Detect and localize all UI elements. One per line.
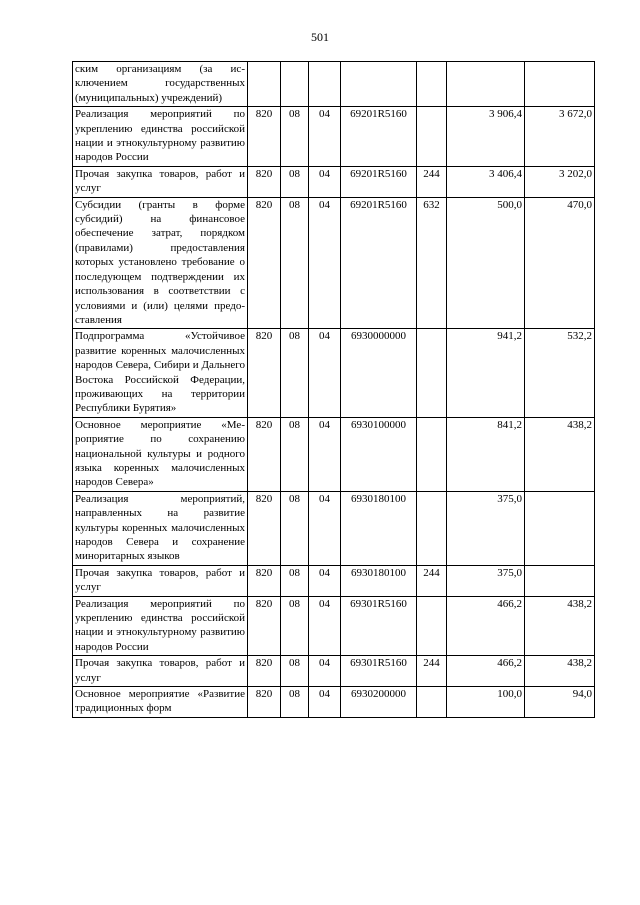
table-row: [73, 565, 595, 596]
section-code: [281, 62, 309, 107]
page-number: 501: [311, 30, 329, 44]
amount-1: 375,0: [447, 565, 525, 596]
row-name: Реализация мероприятий, направленных на развитие культуры коренных малочисленных народов Севера и сохранение миноритарных языков: [73, 491, 248, 565]
row-name: Основное мероприятие «Мероприятие по сохранению национальной культуры и родного языка коренных малочисленных народов Севера»: [73, 417, 248, 491]
subsection-code: 04: [309, 491, 341, 565]
amount-2: [525, 62, 595, 107]
section-code: 08: [281, 596, 309, 656]
target-article-code: 6930180100: [341, 491, 417, 565]
section-code: 08: [281, 197, 309, 329]
amount-2: 470,0: [525, 197, 595, 329]
row-name: Прочая закупка товаров, работ и услуг: [73, 565, 248, 596]
amount-2: [525, 491, 595, 565]
section-code: 08: [281, 656, 309, 687]
subsection-code: 04: [309, 166, 341, 197]
amount-2: 438,2: [525, 656, 595, 687]
subsection-code: 04: [309, 417, 341, 491]
ministry-code: 820: [248, 687, 281, 718]
amount-2: 438,2: [525, 417, 595, 491]
expense-type-code: [417, 62, 447, 107]
subsection-code: 04: [309, 107, 341, 167]
target-article-code: 69301R5160: [341, 596, 417, 656]
ministry-code: 820: [248, 565, 281, 596]
table-row: [73, 687, 595, 718]
row-name: Реализация мероприятий по укреплению единства российской нации и этнокультурному развитию народов России: [73, 596, 248, 656]
row-name: Подпрограмма «Устойчивое развитие коренных малочисленных народов Севера, Сибири и Дальнего Востока Российской Федерации, проживающих на территории Республики Бурятия»: [73, 329, 248, 417]
table-row: [73, 107, 595, 167]
target-article-code: 6930200000: [341, 687, 417, 718]
expense-type-code: 632: [417, 197, 447, 329]
subsection-code: 04: [309, 656, 341, 687]
target-article-code: 69201R5160: [341, 197, 417, 329]
ministry-code: 820: [248, 329, 281, 417]
row-name: Прочая закупка товаров, работ и услуг: [73, 656, 248, 687]
amount-1: 500,0: [447, 197, 525, 329]
expense-type-code: 244: [417, 656, 447, 687]
amount-1: 841,2: [447, 417, 525, 491]
subsection-code: [309, 62, 341, 107]
expense-type-code: [417, 491, 447, 565]
target-article-code: 69301R5160: [341, 656, 417, 687]
amount-1: 3 906,4: [447, 107, 525, 167]
amount-1: [447, 62, 525, 107]
table-row: [73, 166, 595, 197]
row-name: ским организациям (за исключением государственных (муниципальных) учреждений): [73, 62, 248, 107]
subsection-code: 04: [309, 197, 341, 329]
amount-2: 3 202,0: [525, 166, 595, 197]
amount-2: 3 672,0: [525, 107, 595, 167]
amount-2: 94,0: [525, 687, 595, 718]
subsection-code: 04: [309, 596, 341, 656]
expense-type-code: [417, 687, 447, 718]
row-name: Субсидии (гранты в форме субсидий) на финансовое обеспечение затрат, порядком (правилами) предоставления которых установлено требование о последующем подтверждении их использования в соответствии с условиями и (или) целями предоставления: [73, 197, 248, 329]
subsection-code: 04: [309, 687, 341, 718]
subsection-code: 04: [309, 565, 341, 596]
table-row: [73, 197, 595, 329]
amount-2: 438,2: [525, 596, 595, 656]
table-row: [73, 596, 595, 656]
section-code: 08: [281, 687, 309, 718]
expense-type-code: [417, 596, 447, 656]
section-code: 08: [281, 329, 309, 417]
row-name: Прочая закупка товаров, работ и услуг: [73, 166, 248, 197]
section-code: 08: [281, 166, 309, 197]
table-row: [73, 329, 595, 417]
expense-type-code: [417, 107, 447, 167]
table-row: [73, 62, 595, 107]
row-name: Реализация мероприятий по укреплению единства российской нации и этнокультурному развитию народов России: [73, 107, 248, 167]
target-article-code: 69201R5160: [341, 107, 417, 167]
section-code: 08: [281, 491, 309, 565]
table-row: [73, 491, 595, 565]
ministry-code: 820: [248, 107, 281, 167]
target-article-code: 6930180100: [341, 565, 417, 596]
budget-table: [72, 61, 595, 718]
table-row: [73, 417, 595, 491]
expense-type-code: 244: [417, 565, 447, 596]
target-article-code: 6930100000: [341, 417, 417, 491]
amount-1: 466,2: [447, 596, 525, 656]
amount-2: 532,2: [525, 329, 595, 417]
amount-1: 100,0: [447, 687, 525, 718]
ministry-code: 820: [248, 596, 281, 656]
amount-1: 466,2: [447, 656, 525, 687]
expense-type-code: [417, 417, 447, 491]
expense-type-code: [417, 329, 447, 417]
expense-type-code: 244: [417, 166, 447, 197]
section-code: 08: [281, 107, 309, 167]
ministry-code: 820: [248, 491, 281, 565]
target-article-code: [341, 62, 417, 107]
target-article-code: 6930000000: [341, 329, 417, 417]
amount-2: [525, 565, 595, 596]
amount-1: 941,2: [447, 329, 525, 417]
amount-1: 3 406,4: [447, 166, 525, 197]
target-article-code: 69201R5160: [341, 166, 417, 197]
ministry-code: 820: [248, 166, 281, 197]
table-row: [73, 656, 595, 687]
ministry-code: 820: [248, 417, 281, 491]
ministry-code: 820: [248, 656, 281, 687]
amount-1: 375,0: [447, 491, 525, 565]
section-code: 08: [281, 565, 309, 596]
ministry-code: [248, 62, 281, 107]
section-code: 08: [281, 417, 309, 491]
row-name: Основное мероприятие «Развитие традиционных форм: [73, 687, 248, 718]
ministry-code: 820: [248, 197, 281, 329]
subsection-code: 04: [309, 329, 341, 417]
